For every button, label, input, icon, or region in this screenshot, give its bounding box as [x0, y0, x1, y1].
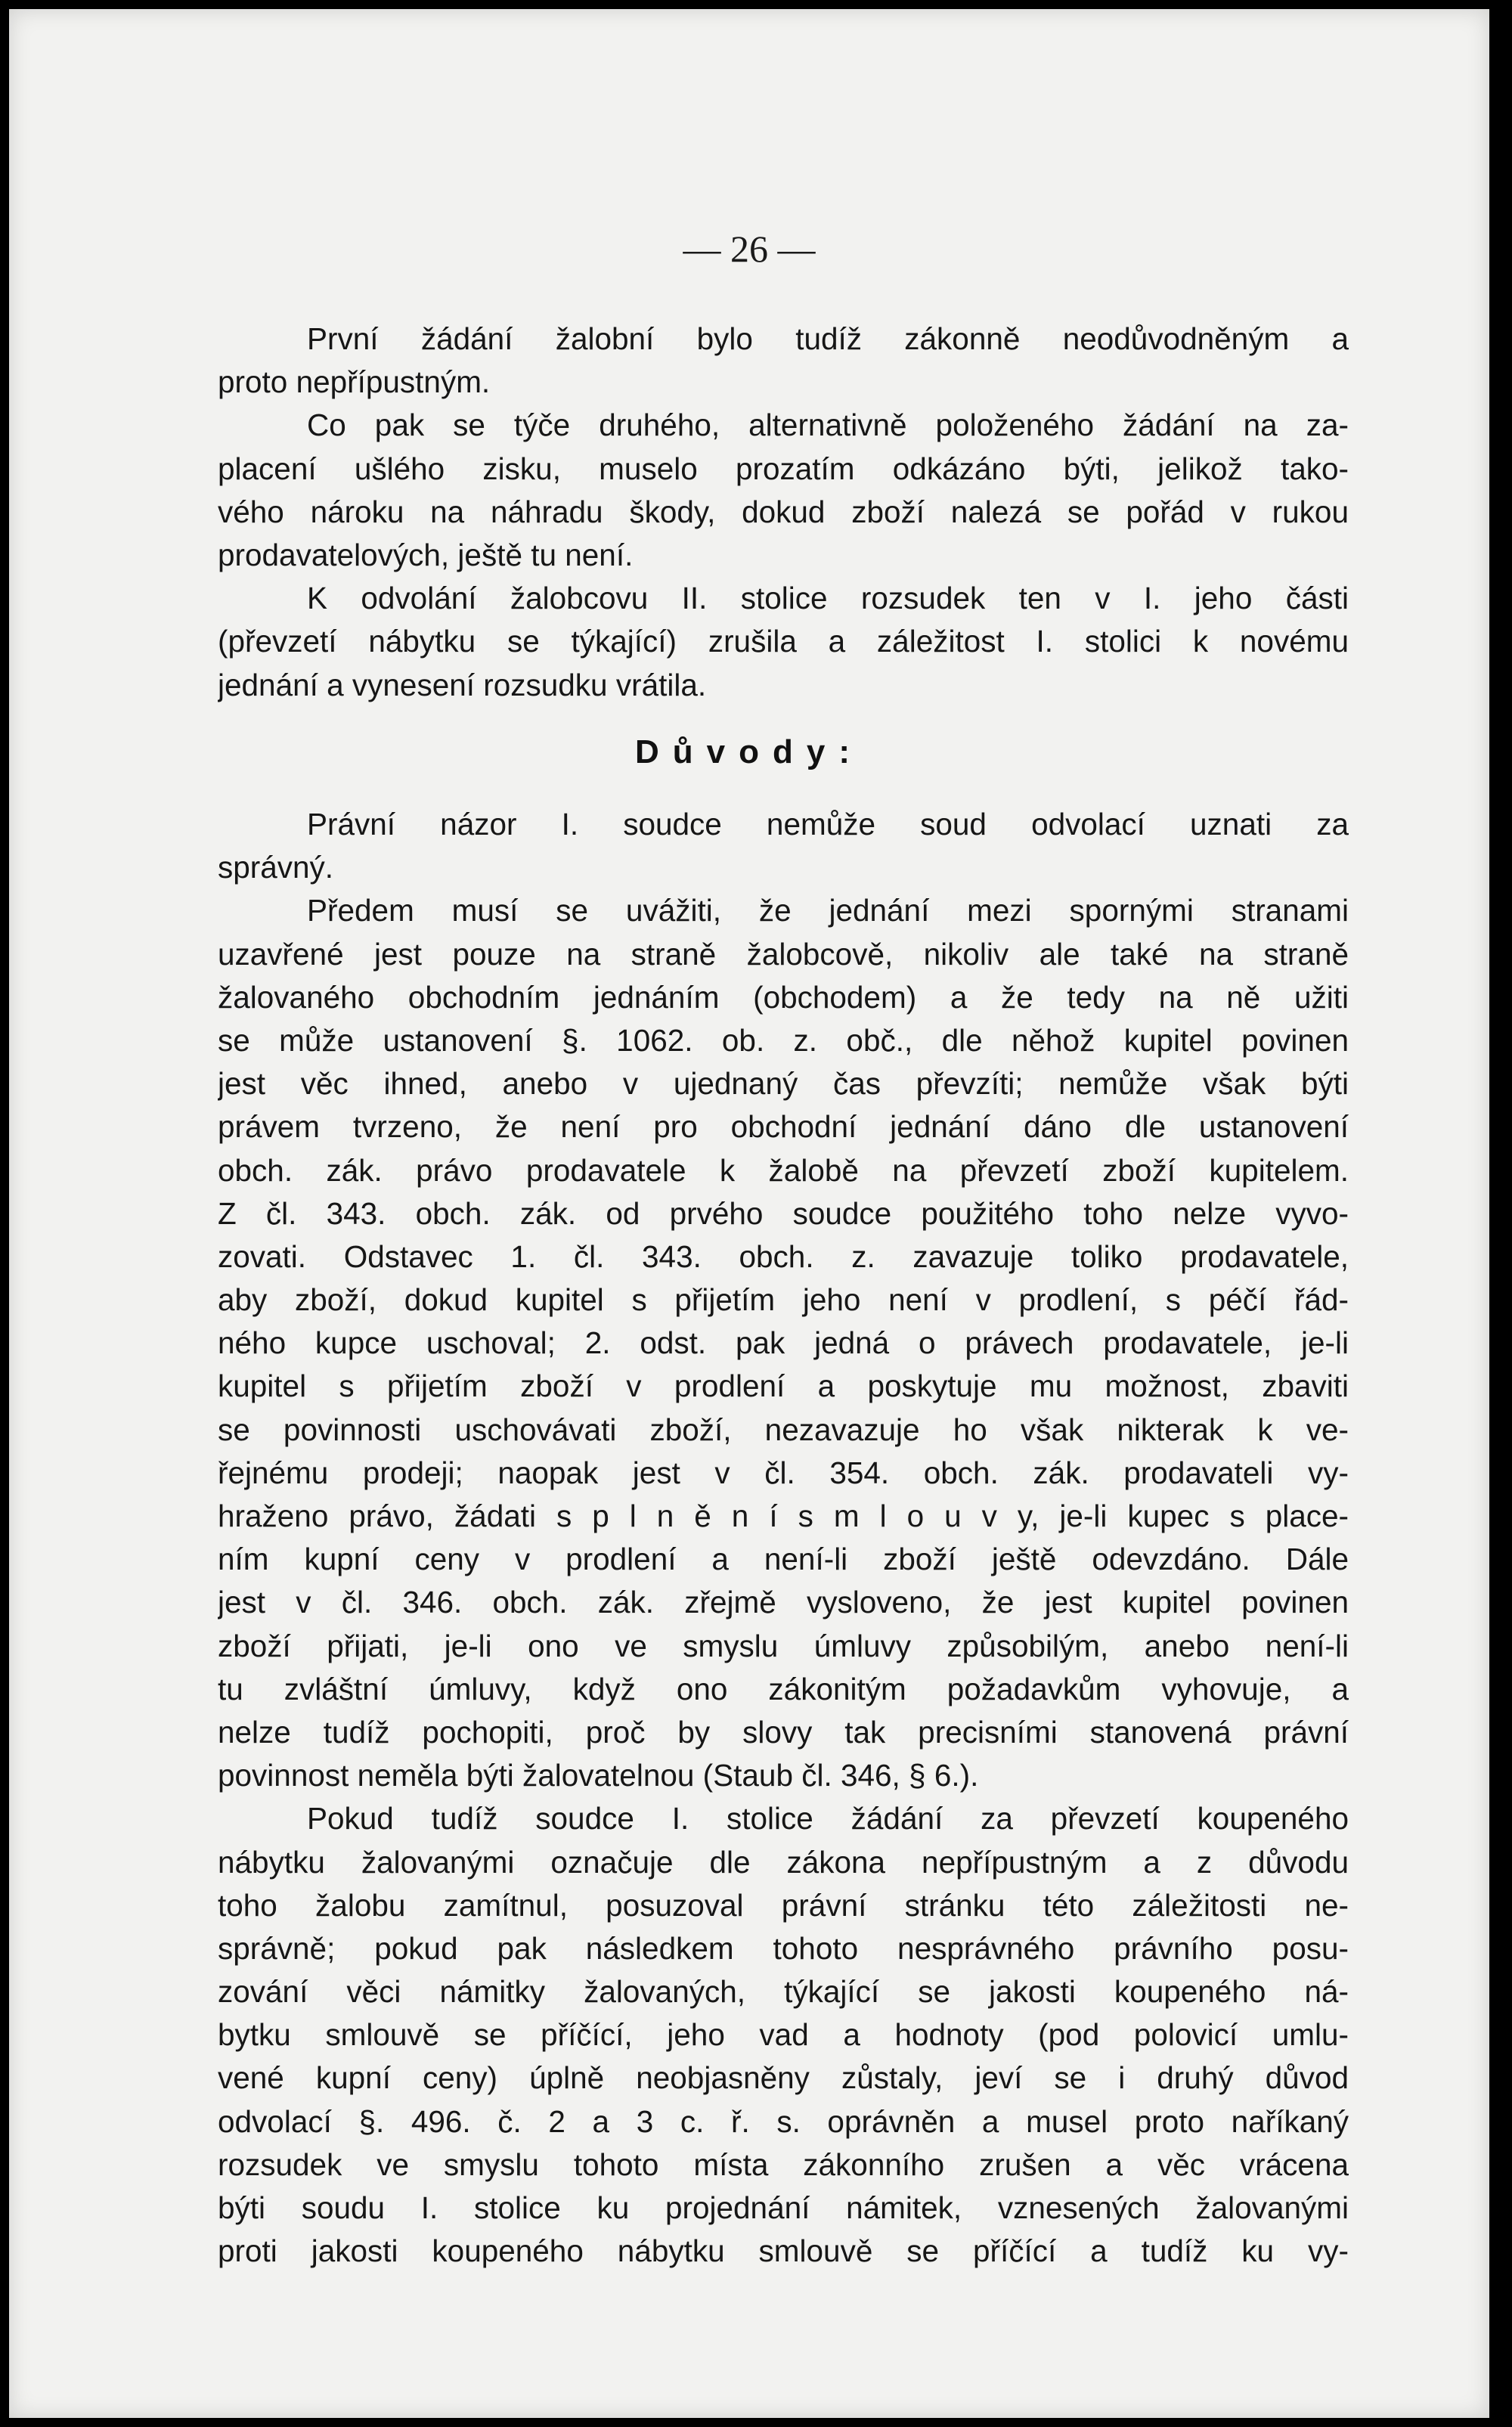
text-line: jednání a vynesení rozsudku vrátila. — [218, 667, 707, 702]
scanned-page — [9, 9, 1489, 2418]
text-line: (převzetí nábytku se týkající) zrušila a záležitost I. stolici k novému — [218, 624, 1349, 659]
text-line: proti jakosti koupeného nábytku smlouvě se příčící a tudíž ku vy- — [218, 2233, 1349, 2269]
paragraph-block-1 — [218, 318, 1349, 707]
text-line: býti soudu I. stolice ku projednání námitek, vznesených žalovanými — [218, 2190, 1349, 2225]
text-line: toho žalobu zamítnul, posuzoval právní stránku této záležitosti ne- — [218, 1887, 1349, 1923]
text-line: jest věc ihned, anebo v ujednaný čas převzíti; nemůže však býti — [218, 1066, 1349, 1102]
text-line: Z čl. 343. obch. zák. od prvého soudce použitého toho nelze vyvo- — [218, 1195, 1349, 1231]
text-line: První žádání žalobní bylo tudíž zákonně neodůvodněným a — [307, 321, 1349, 356]
text-line: jest v čl. 346. obch. zák. zřejmě vysloveno, že jest kupitel povinen — [218, 1585, 1349, 1620]
text-line: obch. zák. právo prodavatele k žalobě na převzetí zboží kupitelem. — [218, 1152, 1349, 1188]
text-line: ného kupce uschoval; 2. odst. pak jedná o právech prodavatele, je-li — [218, 1325, 1349, 1361]
text-line: kupitel s přijetím zboží v prodlení a poskytuje mu možnost, zbaviti — [218, 1368, 1349, 1404]
paragraph-block-2 — [218, 803, 1349, 2273]
text-line: zovati. Odstavec 1. čl. 343. obch. z. zavazuje toliko prodavatele, — [218, 1238, 1349, 1274]
text-line: vého nároku na náhradu škody, dokud zboží nalezá se pořád v rukou — [218, 494, 1349, 529]
text-line: vené kupní ceny) úplně neobjasněny zůstaly, jeví se i druhý důvod — [218, 2060, 1349, 2096]
text-line: tu zvláštní úmluvy, když ono zákonitým požadavkům vyhovuje, a — [218, 1671, 1349, 1706]
text-line: žalovaného obchodním jednáním (obchodem) a že tedy na ně užiti — [218, 979, 1349, 1015]
text-line: K odvolání žalobcovu II. stolice rozsudek ten v I. jeho části — [307, 581, 1349, 616]
text-line: povinnost neměla býti žalovatelnou (Staub čl. 346, § 6.). — [218, 1758, 979, 1793]
text-line: právem tvrzeno, že není pro obchodní jednání dáno dle ustanovení — [218, 1109, 1349, 1145]
text-line: rozsudek ve smyslu tohoto místa zákonního zrušen a věc vrácena — [218, 2146, 1349, 2182]
text-line: ním kupní ceny v prodlení a není-li zboží ještě odevzdáno. Dále — [218, 1542, 1349, 1577]
text-line: zboží přijati, je-li ono ve smyslu úmluvy způsobilým, anebo není-li — [218, 1628, 1349, 1663]
text-line: nelze tudíž pochopiti, proč by slovy tak precisními stanovená právní — [218, 1714, 1349, 1750]
text-line: placení ušlého zisku, muselo prozatím odkázáno býti, jelikož tako- — [218, 451, 1349, 486]
text-line: Pokud tudíž soudce I. stolice žádání za převzetí koupeného — [307, 1801, 1349, 1837]
text-line: proto nepřípustným. — [218, 364, 491, 400]
text-line: bytku smlouvě se příčící, jeho vad a hodnoty (pod polovicí umlu- — [218, 2017, 1349, 2053]
text-line: Co pak se týče druhého, alternativně položeného žádání na za- — [307, 408, 1349, 443]
text-line: správný. — [218, 850, 334, 885]
text-line: se povinnosti uschovávati zboží, nezavazuje ho však nikterak k ve- — [218, 1412, 1349, 1447]
text-line: prodavatelových, ještě tu není. — [218, 537, 634, 572]
text-line: se může ustanovení §. 1062. ob. z. obč., dle něhož kupitel povinen — [218, 1022, 1349, 1058]
text-line: správně; pokud pak následkem tohoto nesprávného právního posu- — [218, 1930, 1349, 1966]
text-line: Předem musí se uvážiti, že jednání mezi spornými stranami — [307, 893, 1349, 928]
page-number: — 26 — — [683, 228, 816, 270]
text-line: Právní názor I. soudce nemůže soud odvolací uznati za — [307, 807, 1349, 842]
text-line: zování věci námitky žalovaných, týkající se jakosti koupeného ná- — [218, 1974, 1349, 2010]
text-line: hraženo právo, žádati s p l n ě n í s m l o u v y, je-li kupec s place- — [218, 1499, 1349, 1533]
text-line: aby zboží, dokud kupitel s přijetím jeho není v prodlení, s péčí řád- — [218, 1282, 1349, 1318]
text-line: uzavřené jest pouze na straně žalobcově, nikoliv ale také na straně — [218, 936, 1349, 972]
text-line: odvolací §. 496. č. 2 a 3 c. ř. s. oprávněn a musel proto naříkaný — [218, 2103, 1349, 2139]
text-line: řejnému prodeji; naopak jest v čl. 354. obch. zák. prodavateli vy- — [218, 1455, 1349, 1490]
text-line: nábytku žalovanými označuje dle zákona nepřípustným a z důvodu — [218, 1844, 1349, 1880]
section-heading: Důvody: — [635, 733, 863, 770]
